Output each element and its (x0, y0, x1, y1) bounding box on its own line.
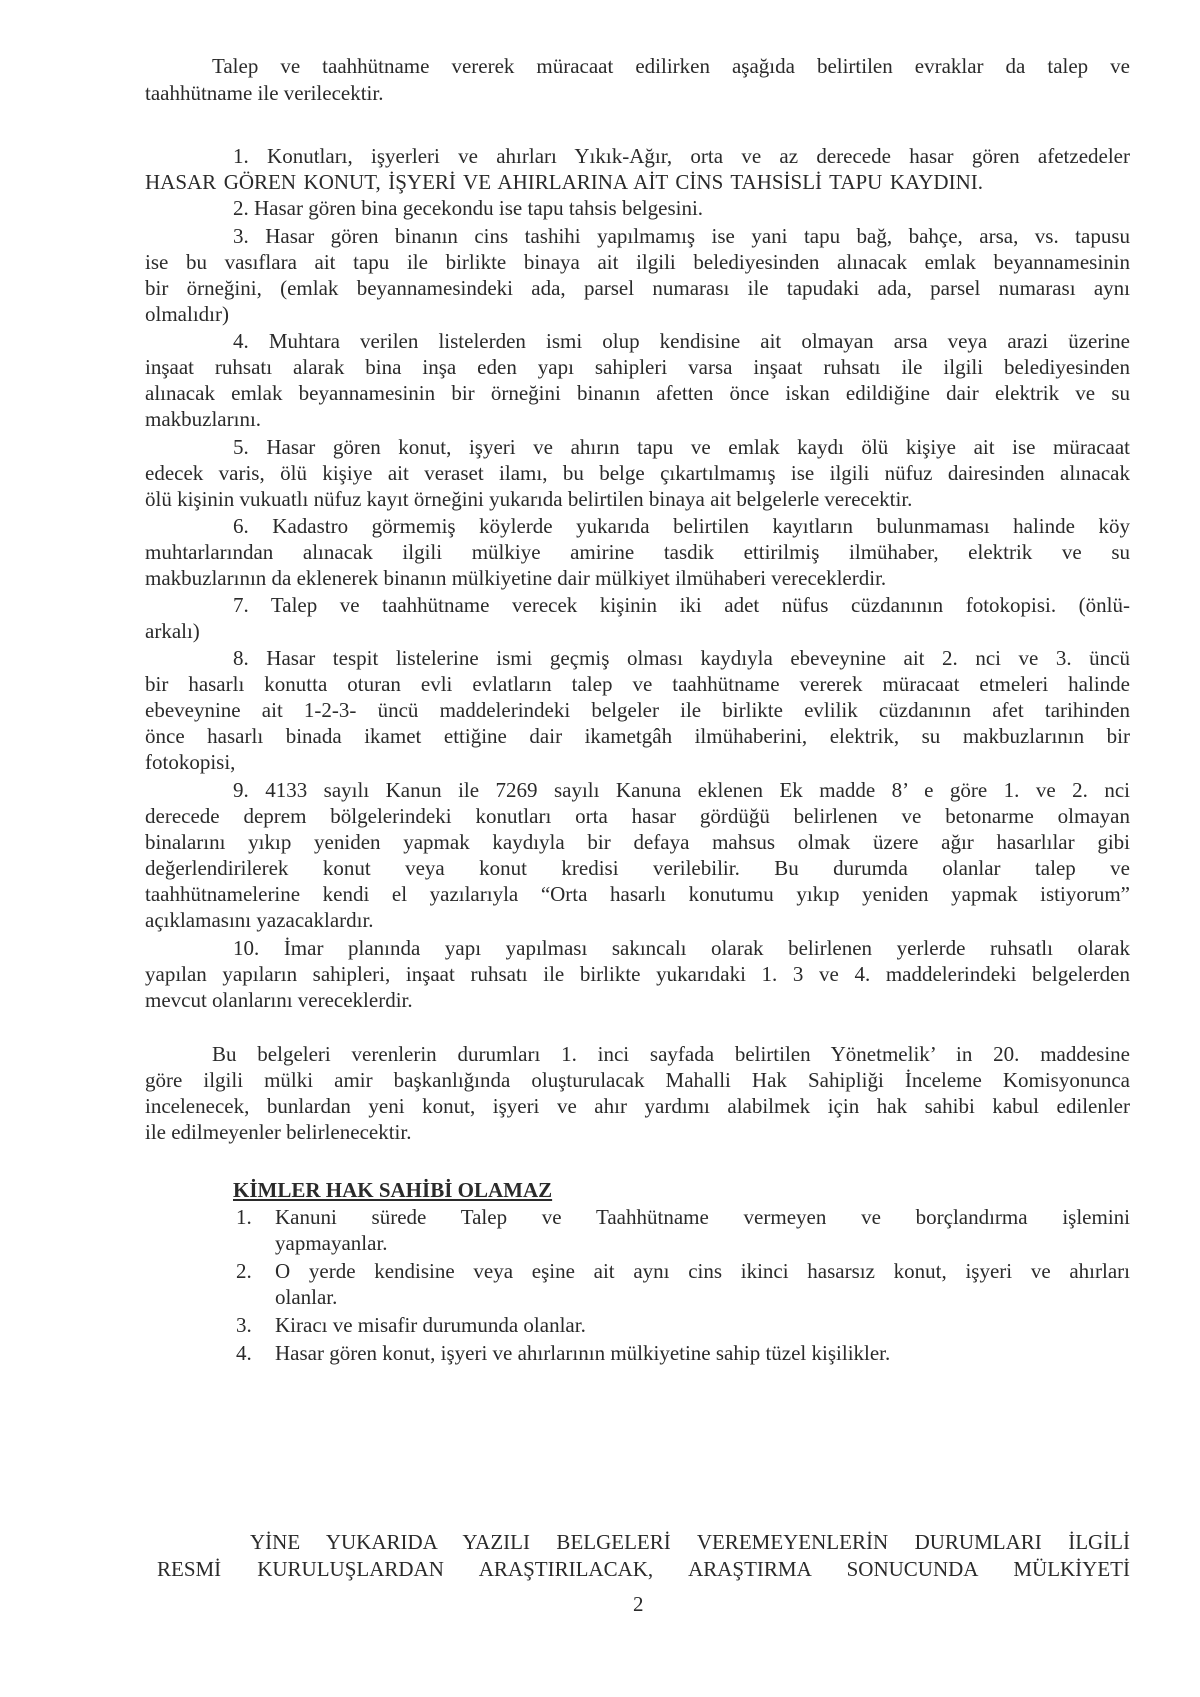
list-item-1-line: Kanuni sürede Talep ve Taahhütname vermeyen ve borçlandırma işlemini (275, 1205, 1130, 1229)
item-9-line: derecede deprem bölgelerindeki konutları orta hasar gördüğü belirlenen ve betonarme olmayan (145, 804, 1130, 828)
list-number: 1. (236, 1205, 252, 1229)
item-8-line: önce hasarlı binada ikamet ettiğine dair ikametgâh ilmühaberini, elektrik, su makbuzlarının bir (145, 724, 1130, 748)
item-7-line: arkalı) (145, 619, 200, 643)
item-7-line: 7. Talep ve taahhütname verecek kişinin iki adet nüfus cüzdanının fotokopisi. (önlü- (233, 593, 1130, 617)
item-10-line: mevcut olanlarını vereceklerdir. (145, 988, 413, 1012)
item-3-line: ise bu vasıflara ait tapu ile birlikte binaya ait ilgili belediyesinden alınacak emlak beyannamesinin (145, 250, 1130, 274)
item-8-line: ebeveynine ait 1-2-3- üncü maddelerindeki belgeler ile birlikte evlilik cüzdanının afet tarihinden (145, 698, 1130, 722)
section-heading: KİMLER HAK SAHİBİ OLAMAZ (233, 1178, 553, 1202)
item-9-line: taahhütnamelerine kendi el yazılarıyla “Orta hasarlı konutumu yıkıp yeniden yapmak istiyorum” (145, 882, 1130, 906)
item-8-line: 8. Hasar tespit listelerine ismi geçmiş olması kaydıyla ebeveynine ait 2. nci ve 3. üncü (233, 646, 1130, 670)
summary-line: ile edilmeyenler belirlenecektir. (145, 1120, 412, 1144)
item-4-line: inşaat ruhsatı alarak bina inşa eden yapı sahipleri varsa inşaat ruhsatı ile ilgili belediyesinden (145, 355, 1130, 379)
list-item-2-line: O yerde kendisine veya eşine ait aynı cins ikinci hasarsız konut, işyeri ve ahırları (275, 1259, 1130, 1283)
list-item-3-line: Kiracı ve misafir durumunda olanlar. (275, 1313, 586, 1337)
item-9-line: binalarını yıkıp yeniden yapmak kaydıyla bir defaya mahsus olmak üzere ağır hasarlılar gibi (145, 830, 1130, 854)
item-5-line: edecek varis, ölü kişiye ait veraset ilamı, bu belge çıkartılmamış ise ilgili nüfuz dairesinden alınacak (145, 461, 1130, 485)
item-2-line: 2. Hasar gören bina gecekondu ise tapu tahsis belgesini. (233, 196, 704, 220)
item-8-line: bir hasarlı konutta oturan evli evlatların talep ve taahhütname vererek müracaat etmeleri halinde (145, 672, 1130, 696)
summary-line: göre ilgili mülki amir başkanlığında oluşturulacak Mahalli Hak Sahipliği İnceleme Komisyonunca (145, 1068, 1130, 1092)
item-10-line: 10. İmar planında yapı yapılması sakıncalı olarak belirlenen yerlerde ruhsatlı olarak (233, 936, 1130, 960)
item-5-line: 5. Hasar gören konut, işyeri ve ahırın tapu ve emlak kaydı ölü kişiye ait ise müracaat (233, 435, 1130, 459)
intro-line: Talep ve taahhütname vererek müracaat edilirken aşağıda belirtilen evraklar da talep ve (212, 54, 1130, 78)
item-4-line: 4. Muhtara verilen listelerden ismi olup kendisine ait olmayan arsa veya arazi üzerine (233, 329, 1130, 353)
item-9-line: değerlendirilerek konut veya konut kredisi verilebilir. Bu durumda olanlar talep ve (145, 856, 1130, 880)
item-6-line: muhtarlarından alınacak ilgili mülkiye amirine tasdik ettirilmiş ilmühaber, elektrik ve su (145, 540, 1130, 564)
footer-line: RESMİ KURULUŞLARDAN ARAŞTIRILACAK, ARAŞTIRMA SONUCUNDA MÜLKİYETİ (157, 1557, 1130, 1581)
item-9-line: açıklamasını yazacaklardır. (145, 908, 374, 932)
page-number: 2 (633, 1592, 644, 1616)
item-3-line: olmalıdır) (145, 302, 229, 326)
footer-line: YİNE YUKARIDA YAZILI BELGELERİ VEREMEYENLERİN DURUMLARI İLGİLİ (250, 1530, 1130, 1554)
list-number: 3. (236, 1313, 252, 1337)
item-6-line: makbuzlarının da eklenerek binanın mülkiyetine dair mülkiyet ilmühaberi vereceklerdir. (145, 566, 887, 590)
list-item-2-line: olanlar. (275, 1285, 338, 1309)
item-8-line: fotokopisi, (145, 750, 236, 774)
list-item-4-line: Hasar gören konut, işyeri ve ahırlarının mülkiyetine sahip tüzel kişilikler. (275, 1341, 891, 1365)
item-9-line: 9. 4133 sayılı Kanun ile 7269 sayılı Kanuna eklenen Ek madde 8’ e göre 1. ve 2. nci (233, 778, 1130, 802)
summary-line: Bu belgeleri verenlerin durumları 1. inci sayfada belirtilen Yönetmelik’ in 20. maddesine (212, 1042, 1130, 1066)
item-1-line: 1. Konutları, işyerleri ve ahırları Yıkık-Ağır, orta ve az derecede hasar gören afetzedeler (233, 144, 1130, 168)
item-4-line: alınacak emlak beyannamesinin bir örneğini binanın afetten önce iskan edildiğine dair elektrik ve su (145, 381, 1130, 405)
item-5-line: ölü kişinin vukuatlı nüfuz kayıt örneğini yukarıda belirtilen binaya ait belgelerle verecektir. (145, 487, 913, 511)
list-item-1-line: yapmayanlar. (275, 1231, 388, 1255)
item-4-line: makbuzlarını. (145, 407, 262, 431)
item-3-line: bir örneğini, (emlak beyannamesindeki ada, parsel numarası ile tapudaki ada, parsel numarası aynı (145, 276, 1130, 300)
summary-line: incelenecek, bunlardan yeni konut, işyeri ve ahır yardımı alabilmek için hak sahibi kabul edilenler (145, 1094, 1130, 1118)
item-3-line: 3. Hasar gören binanın cins tashihi yapılmamış ise yani tapu bağ, bahçe, arsa, vs. tapusu (233, 224, 1130, 248)
list-number: 4. (236, 1341, 252, 1365)
item-1-line: HASAR GÖREN KONUT, İŞYERİ VE AHIRLARINA AİT CİNS TAHSİSLİ TAPU KAYDINI. (145, 170, 983, 194)
item-10-line: yapılan yapıların sahipleri, inşaat ruhsatı ile birlikte yukarıdaki 1. 3 ve 4. maddelerindeki belgelerden (145, 962, 1130, 986)
intro-line: taahhütname ile verilecektir. (145, 81, 384, 105)
item-6-line: 6. Kadastro görmemiş köylerde yukarıda belirtilen kayıtların bulunmaması halinde köy (233, 514, 1130, 538)
list-number: 2. (236, 1259, 252, 1283)
